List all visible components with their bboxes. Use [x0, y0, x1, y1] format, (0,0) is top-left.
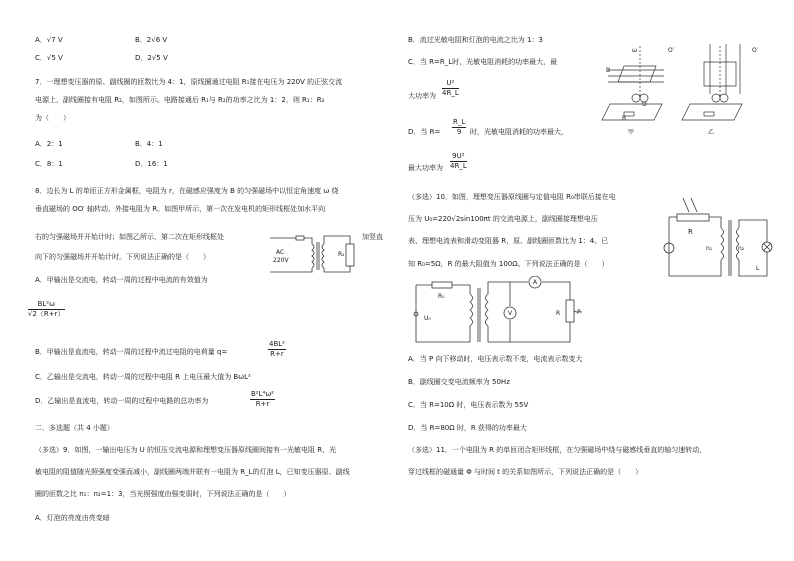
q11-line1: （多选）11．一个电阻为 R 的单匝闭合矩形线框，在匀强磁场中绕与磁感线垂直的轴匀速转动， [408, 446, 707, 454]
q9-option-d-r-formula [452, 118, 466, 137]
q7-line2: 电源上，副线圈接有电阻 R₂，如图所示。电路接通后 R₁与 R₂的功率之比为 1：2，则 R₁：R₂ [35, 96, 325, 104]
q9-d-r-numerator: R_L [453, 118, 466, 126]
q9-option-d-a: D．当 R= [408, 128, 441, 136]
q10-option-d: D．当 R=80Ω 时，R 获得的功率最大 [408, 424, 527, 432]
fig-o-prime-label-1: O′ [668, 47, 675, 54]
q9-circuit-figure [655, 196, 780, 288]
q8-option-b-formula [268, 340, 286, 359]
q8-b-denominator: R+r [270, 350, 284, 358]
q8-option-a-formula [28, 300, 65, 319]
q7-option-d: D．16：1 [135, 160, 168, 168]
q9-d-denominator: 4R_L [450, 162, 467, 170]
fig-o-label: O [642, 101, 647, 108]
q9-line3: 圈的匝数之比 n₁：n₂=1：3，当光照强度由强变弱时，下列说法正确的是（ ） [35, 490, 291, 498]
q9-option-d-formula [450, 152, 467, 171]
q9-option-a: A．灯泡的亮度由亮变暗 [35, 514, 110, 522]
fig-r-label: R [622, 115, 627, 122]
section-heading: 二．多选题（共 4 小题） [35, 424, 114, 432]
fig-p-label: P [577, 309, 581, 316]
q9-option-c-line1: C．当 R=R_L时，光敏电阻消耗的功率最大，最 [408, 58, 558, 66]
q9-d-r-denominator: 9 [456, 128, 462, 136]
q10-option-b: B．副线圈交变电流频率为 50Hz [408, 378, 510, 386]
q8-d-numerator: B²L⁴ω² [251, 390, 274, 398]
q8-option-d-formula [250, 390, 275, 409]
q8-option-b: B．甲输出是直流电，转动一周的过程中流过电阻的电荷量 q= [35, 348, 228, 356]
generator-figures [600, 42, 760, 138]
q8-line3b: 加竖直 [362, 233, 383, 241]
q8-a-denominator: √2（R+r） [28, 310, 65, 318]
q9-line1: （多选）9．如图，一输出电压为 U 的恒压交流电源和理想变压器原线圈间接有一光敏电阻 R，光 [35, 446, 337, 454]
q6-option-a: A．√7 V [35, 36, 63, 44]
fig-r0-label: R₀ [438, 293, 445, 300]
fig-o-prime-label-2: O′ [752, 47, 759, 54]
q8-option-d: D．乙输出是直流电，转动一周的过程中电路的总功率为 [35, 397, 209, 405]
q10-line3: 表、理想电流表和滑动变阻器 R，原、副线圈匝数比为 1：4。已 [408, 237, 609, 245]
q8-line3: 右的匀强磁场并开始计时；如图乙所示，第二次在矩形线框处 [35, 233, 224, 241]
q8-a-numerator: BL²ω [28, 300, 65, 310]
fig-voltmeter-label: V [508, 310, 513, 317]
q9-c-numerator: U² [442, 79, 459, 89]
q8-line2: 垂直磁场的 OO′ 轴转动，外接电阻为 R。如图甲所示，第一次在发电机的矩形线框处加水平向 [35, 205, 326, 213]
fig-b-label: B [606, 67, 611, 74]
q9-option-d-line2: 最大功率为 [408, 164, 443, 172]
fig-ac-label: AC [276, 249, 285, 256]
fig9-r-label: R [688, 228, 693, 236]
q8-line1: 8．边长为 L 的单匝正方形金属框，电阻为 r，在磁感应强度为 B 的匀强磁场中以恒定角速度 ω 绕 [35, 187, 339, 195]
fig9-n1-label: n₁ [706, 245, 713, 252]
fig-jia-label: 甲 [628, 129, 635, 136]
q9-d-numerator: 9U² [450, 152, 467, 162]
q6-option-b: B．2√6 V [135, 36, 168, 44]
fig9-n2-label: n₂ [738, 245, 745, 252]
q7-line1: 7．一理想变压器的原、副线圈的匝数比为 4：1，原线圈通过电阻 R₁接在电压为 220V 的正弦交流 [35, 78, 343, 86]
q7-line3: 为（ ） [35, 114, 70, 122]
fig-omega-label: ω [632, 47, 638, 54]
fig-u0-label: U₀ [424, 315, 431, 322]
q7-option-b: B．4：1 [135, 140, 163, 148]
q8-d-denominator: R+r [255, 400, 270, 408]
q10-line4: 知 R₀=5Ω，R 的最大阻值为 100Ω。下列说法正确的是（ ） [408, 260, 609, 268]
fig-yi-label: 乙 [708, 129, 715, 136]
fig-r-slider-label: R [556, 310, 561, 317]
q9-c-denominator: 4R_L [442, 89, 459, 97]
q8-line4: 向下的匀强磁场并开始计时。下列说法正确的是（ ） [35, 253, 210, 261]
q9-option-d-b: 时，光敏电阻消耗的功率最大， [470, 128, 568, 136]
q8-option-a: A．甲输出是交流电，转动一周的过程中电流的有效值为 [35, 276, 208, 284]
q6-option-d: D．2√5 V [135, 54, 168, 62]
q10-option-c: C．当 R=10Ω 时，电压表示数为 55V [408, 401, 529, 409]
q10-option-a: A．当 P 向下移动时，电压表示数不变，电流表示数变大 [408, 355, 583, 363]
q6-option-c: C．√5 V [35, 54, 63, 62]
q7-option-a: A．2：1 [35, 140, 63, 148]
q10-line1: （多选）10．如图，理想变压器原线圈与定值电阻 R₀串联后接在电 [408, 193, 616, 201]
fig-r2-label: R₂ [338, 251, 345, 258]
fig-ammeter-label: A [533, 279, 538, 286]
q8-b-numerator: 4BL² [269, 340, 285, 348]
q9-option-c-formula [442, 79, 459, 98]
q10-line2: 压为 U₀=220√2sin100πt 的交流电源上，副线圈接理想电压 [408, 215, 598, 223]
fig9-l-label: L [756, 265, 760, 272]
q7-option-c: C．8：1 [35, 160, 63, 168]
fig-voltage-label: 220V [273, 257, 289, 264]
q9-option-b: B．流过光敏电阻和灯泡的电流之比为 1：3 [408, 36, 543, 44]
q11-line2: 穿过线框的磁通量 Φ 与时间 t 的关系如图所示，下列说法正确的是（ ） [408, 468, 643, 476]
q9-line2: 敏电阻的阻值随光照强度变强而减小，副线圈两端并联有一电阻为 R_L的灯泡 L，已知变压器原、副线 [35, 468, 350, 476]
q9-option-c-line2: 大功率为 [408, 92, 436, 100]
q8-option-c: C．乙输出是交流电，转动一周的过程中电阻 R 上电压最大值为 BωL² [35, 373, 251, 381]
